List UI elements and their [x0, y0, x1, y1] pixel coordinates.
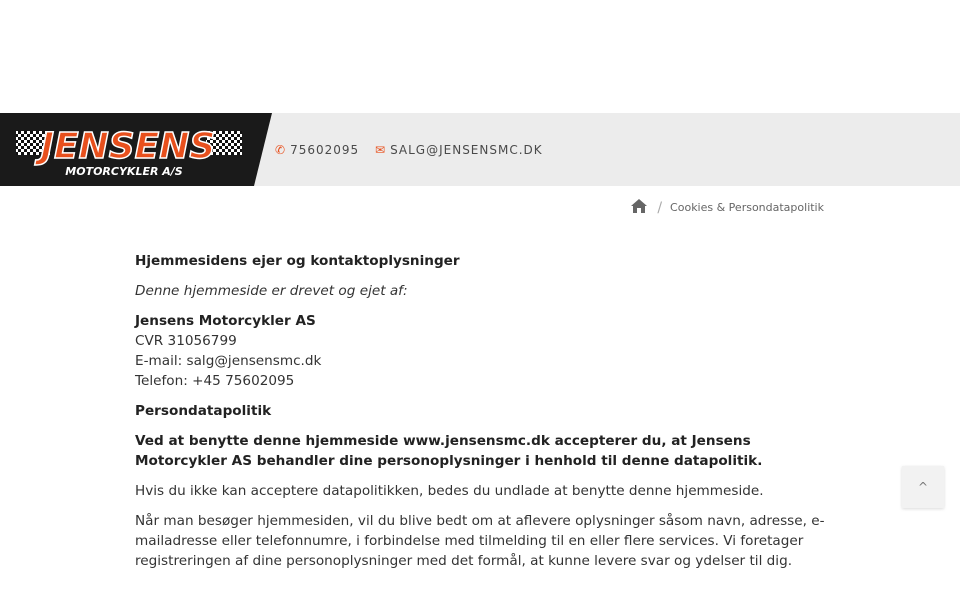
breadcrumb-current: Cookies & Persondatapolitik [670, 201, 824, 214]
top-blank-area [0, 0, 960, 113]
phone-icon: ✆ [275, 142, 287, 157]
logo-text: JENSENS [40, 126, 216, 167]
email-address: SALG@JENSENSMC.DK [390, 142, 543, 157]
logo[interactable] [0, 113, 272, 186]
policy-paragraph-1: Hvis du ikke kan acceptere datapolitikken, bedes du undlade at benytte denne hjemmeside. [135, 483, 764, 499]
home-icon[interactable] [631, 199, 647, 216]
contact-block [135, 311, 827, 391]
email-link[interactable] [375, 113, 543, 186]
email-line: E-mail: salg@jensensmc.dk [135, 353, 322, 369]
logo-graphic [0, 113, 272, 186]
main-content [135, 251, 827, 581]
policy-paragraph-2: Når man besøger hjemmesiden, vil du blive bedt om at aflevere oplysninger såsom navn, adresse, e-mailadresse eller telefonnumre, i forbindelse med tilmelding til en eller flere services. Vi foretager registreringen af dine personoplysninger med det formål, at kunne levere svar og ydelser til dig. [135, 513, 825, 569]
company-name: Jensens Motorcykler AS [135, 313, 316, 329]
scroll-to-top-button[interactable] [902, 466, 944, 508]
breadcrumb [631, 199, 824, 216]
phone-link[interactable] [275, 113, 359, 186]
envelope-icon: ✉ [375, 142, 387, 157]
breadcrumb-separator: / [657, 199, 663, 216]
owner-intro: Denne hjemmeside er drevet og ejet af: [135, 283, 408, 299]
privacy-heading: Persondatapolitik [135, 403, 272, 419]
site-header [0, 113, 960, 186]
owner-heading: Hjemmesidens ejer og kontaktoplysninger [135, 253, 460, 269]
phone-line: Telefon: +45 75602095 [135, 373, 295, 389]
phone-number: 75602095 [290, 142, 360, 157]
chevron-up-icon: ^ [917, 480, 929, 494]
logo-subtext: MOTORCYKLER A/S [65, 165, 183, 178]
cvr-number: CVR 31056799 [135, 333, 237, 349]
policy-acceptance: Ved at benytte denne hjemmeside www.jensensmc.dk accepterer du, at Jensens Motorcykler AS behandler dine personoplysninger i henhold til denne datapolitik. [135, 433, 763, 469]
